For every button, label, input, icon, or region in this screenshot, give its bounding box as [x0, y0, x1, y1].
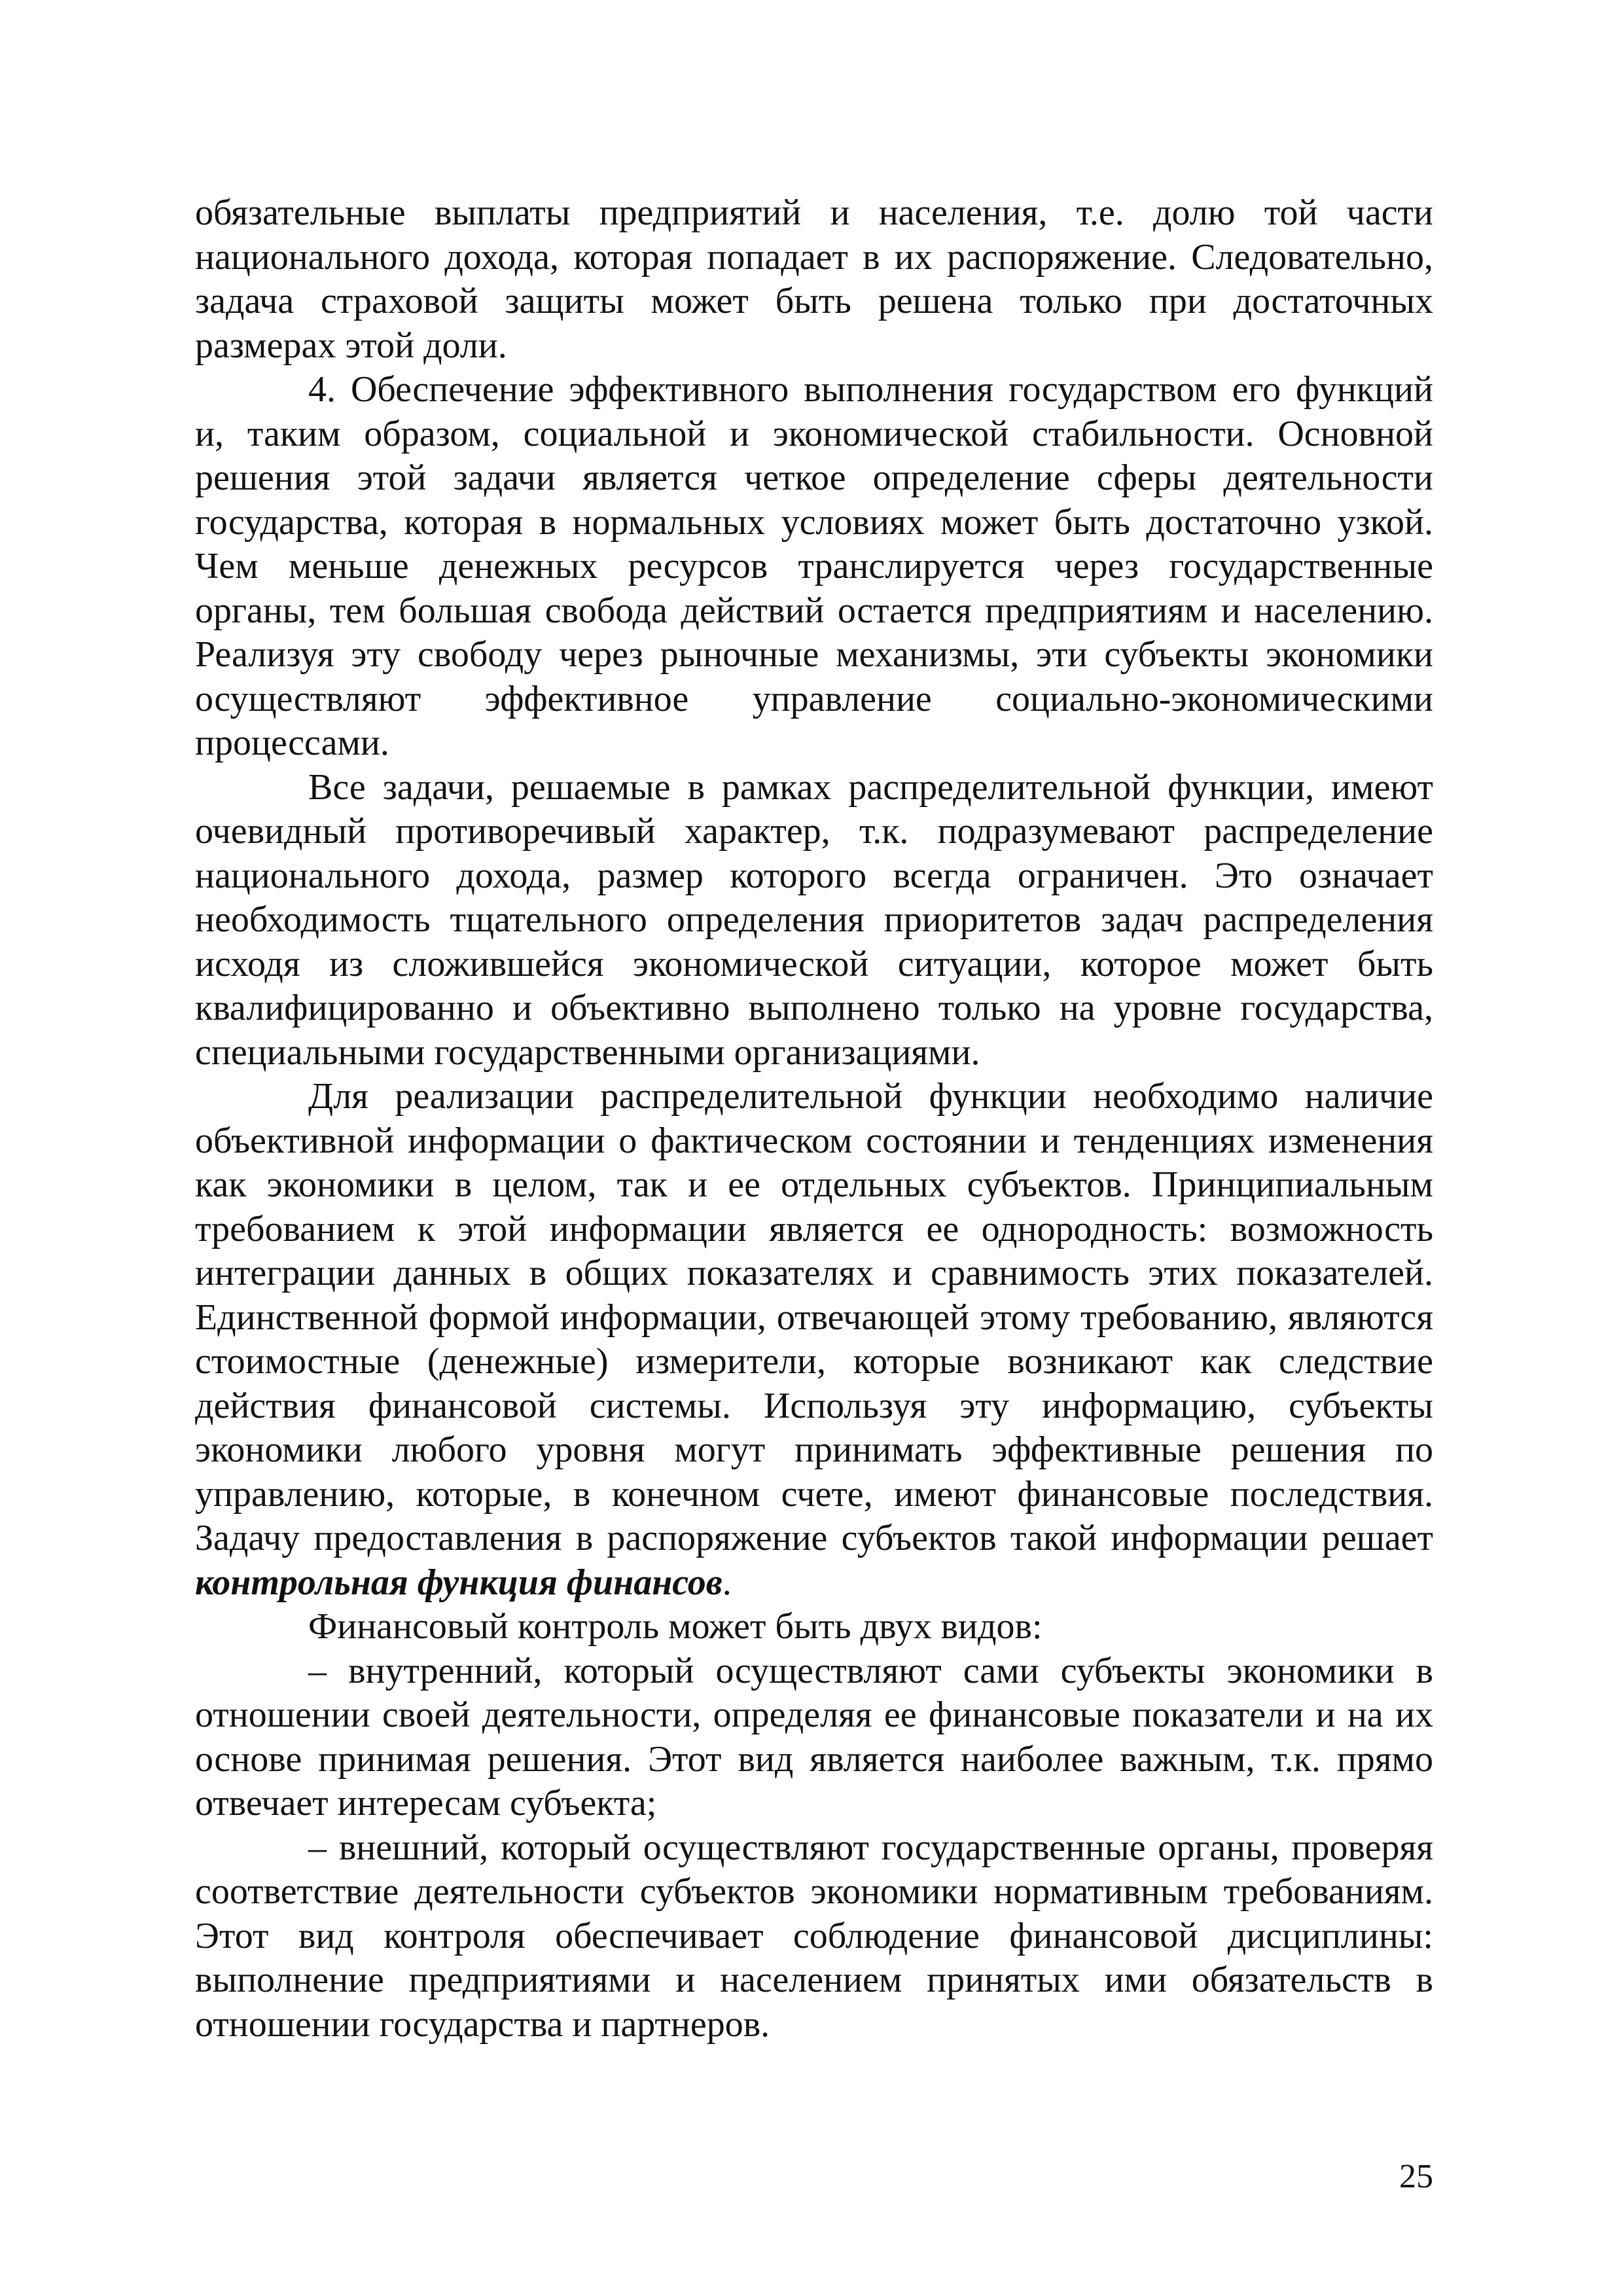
- paragraph-control-function: [195, 1075, 1433, 1605]
- page-number: 25: [1399, 2158, 1433, 2195]
- paragraph-control-types: Финансовый контроль может быть двух видов:: [308, 1606, 1043, 1647]
- list-item-internal-control: – внутренний, который осуществляют сами субъекты экономики в отношении своей деятельности, определяя ее финансовые показатели и на их основе принимая решения. Этот вид является наиболее важным, т.к. прямо отвечает интересам субъекта;: [195, 1650, 1433, 1823]
- page-body-text: [195, 191, 1433, 2047]
- paragraph-distribution-tasks: Все задачи, решаемые в рамках распределительной функции, имеют очевидный противоречивый характер, т.к. подразумевают распределение национального дохода, размер которого всегда ограничен. Это означает необходимость тщательного определения приоритетов задач распределения исходя из сложившейся экономической ситуации, которое может быть квалифицированно и объективно выполнено только на уровне государства, специальными государственными организациями.: [195, 766, 1433, 1073]
- emphasis-control-function: контрольная функция финансов: [195, 1562, 722, 1603]
- paragraph-continuation: обязательные выплаты предприятий и населения, т.е. долю той части национального дохода, которая попадает в их распоряжение. Следовательно, задача страховой защиты может быть решена только при достаточных размерах этой доли.: [195, 192, 1433, 366]
- list-item-external-control: – внешний, который осуществляют государственные органы, проверяя соответствие деятельности субъектов экономики нормативным требованиям. Этот вид контроля обеспечивает соблюдение финансовой дисциплины: выполнение предприятиями и населением принятых ими обязательств в отношении государства и партнеров.: [195, 1827, 1433, 2045]
- paragraph-control-function-end: .: [722, 1562, 732, 1603]
- paragraph-item-4: 4. Обеспечение эффективного выполнения государством его функций и, таким образом, социальной и экономической стабильности. Основной решения этой задачи является четкое определение сферы деятельности государства, которая в нормальных условиях может быть достаточно узкой. Чем меньше денежных ресурсов транслируется через государственные органы, тем большая свобода действий остается предприятиям и населению. Реализуя эту свободу через рыночные механизмы, эти субъекты экономики осуществляют эффективное управление социально-экономическими процессами.: [195, 369, 1433, 763]
- paragraph-control-function-text: Для реализации распределительной функции необходимо наличие объективной информации о фактическом состоянии и тенденциях изменения как экономики в целом, так и ее отдельных субъектов. Принципиальным требованием к этой информации является ее однородность: возможность интеграции данных в общих показателях и сравнимость этих показателей. Единственной формой информации, отвечающей этому требованию, являются стоимостные (денежные) измерители, которые возникают как следствие действия финансовой системы. Используя эту информацию, субъекты экономики любого уровня могут принимать эффективные решения по управлению, которые, в конечном счете, имеют финансовые последствия. Задачу предоставления в распоряжение субъектов такой информации решает: [195, 1076, 1433, 1558]
